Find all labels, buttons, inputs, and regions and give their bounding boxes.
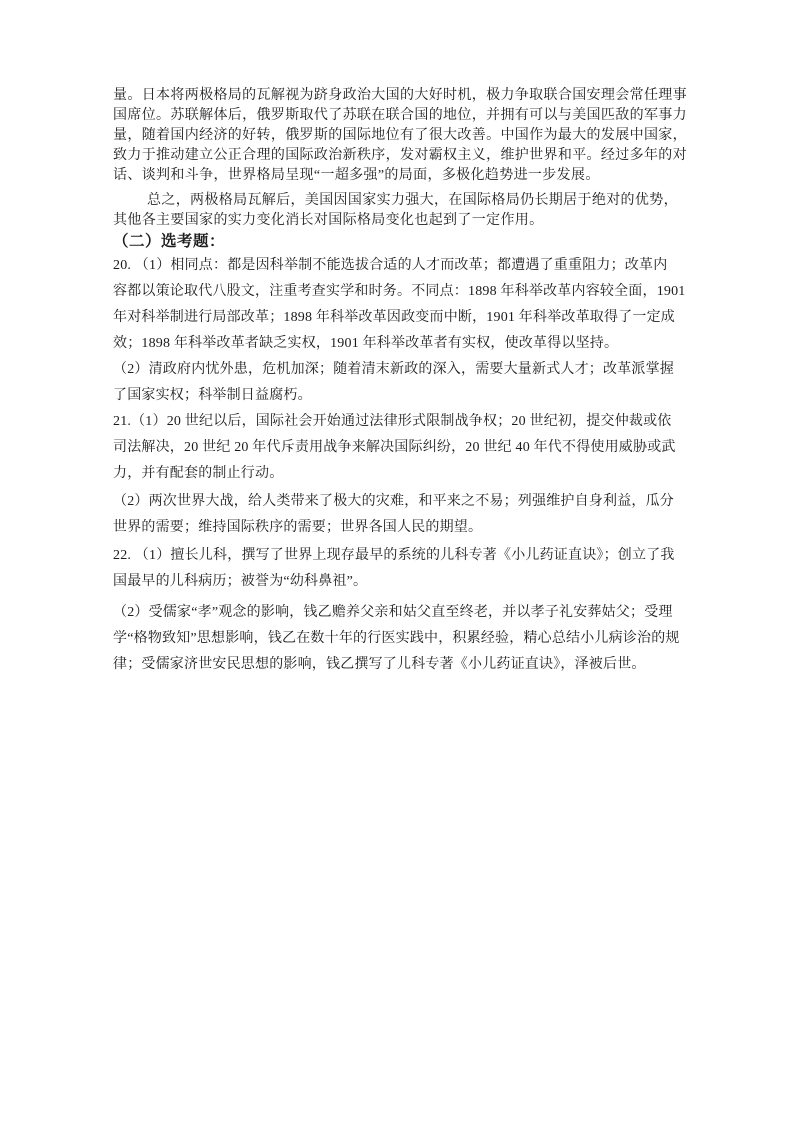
answer-21-2 [113,489,683,541]
answer-22-1 [113,543,683,595]
answer-line: 力，并有配套的制止行动。 [113,466,284,481]
body-line: 国席位。苏联解体后，俄罗斯取代了苏联在联合国的地位，并拥有可以与美国匹敌的军事力 [113,108,687,123]
answer-line: 容都以策论取代八股文，注重考查实学和时务。不同点：1898 年科举改革内容较全面，1901 [113,284,686,299]
paragraph-continuation [113,86,687,186]
section-heading: （二）选考题： [113,233,226,250]
body-line: 量。日本将两极格局的瓦解视为跻身政治大国的大好时机，极力争取联合国安理会常任理事 [113,88,687,103]
paragraph-summary [113,191,683,231]
body-line: 话、谈判和斗争，世界格局呈现“一超多强”的局面，多极化趋势进一步发展。 [113,168,600,183]
answer-line: （2）两次世界大战，给人类带来了极大的灾难，和平来之不易；列强维护自身利益，瓜分 [113,494,674,509]
answer-line: 20. （1）相同点：都是因科举制不能选拔合适的人才而改革；都遭遇了重重阻力；改革内 [113,258,668,273]
body-line: 其他各主要国家的实力变化消长对国际格局变化也起到了一定作用。 [113,213,544,228]
answer-line: 了国家实权；科举制日益腐朽。 [113,388,312,403]
answer-line: 学“格物致知”思想影响，钱乙在数十年的行医实践中，积累经验，精心总结小儿病诊治的规 [113,631,680,646]
body-line: 致力于推动建立公正合理的国际政治新秩序，发对霸权主义，维护世界和平。经过多年的对 [113,148,687,163]
answer-line: （2）清政府内忧外患，危机加深；随着清末新政的深入，需要大量新式人才；改革派掌握 [113,362,674,377]
answer-line: 22. （1）擅长儿科，撰写了世界上现存最早的系统的儿科专著《小儿药证直诀》；创立了我 [113,548,675,563]
answer-line: 世界的需要；维持国际秩序的需要；世界各国人民的期望。 [113,520,483,535]
body-line: 量，随着国内经济的好转，俄罗斯的国际地位有了很大改善。中国作为最大的发展中国家， [113,128,687,143]
answer-line: 司法解决，20 世纪 20 年代斥责用战争来解决国际纠纷，20 世纪 40 年代不得使用威胁或武 [113,440,676,455]
answer-line: 年对科举制进行局部改革；1898 年科举改革因政变而中断，1901 年科举改革取得了一定成 [113,310,675,325]
document-text-block [113,86,687,678]
answer-line: （2）受儒家“孝”观念的影响，钱乙赡养父亲和姑父直至终老，并以孝子礼安葬姑父；受理 [113,605,673,620]
answer-line: 21.（1）20 世纪以后，国际社会开始通过法律形式限制战争权；20 世纪初，提交仲裁或依 [113,414,672,429]
answer-22-2 [113,600,683,678]
answer-line: 效；1898 年科举改革者缺乏实权，1901 年科举改革者有实权，使改革得以坚持。 [113,336,619,351]
answer-20-2 [113,357,683,409]
answer-line: 律；受儒家济世安民思想的影响，钱乙撰写了儿科专著《小儿药证直诀》，泽被后世。 [113,657,646,672]
body-line: 总之，两极格局瓦解后，美国因国家实力强大，在国际格局仍长期居于绝对的优势， [147,193,678,208]
answer-20-1 [113,253,686,357]
answer-line: 国最早的儿科病历；被誉为“幼科鼻祖”。 [113,574,368,589]
answer-21-1 [113,409,683,487]
